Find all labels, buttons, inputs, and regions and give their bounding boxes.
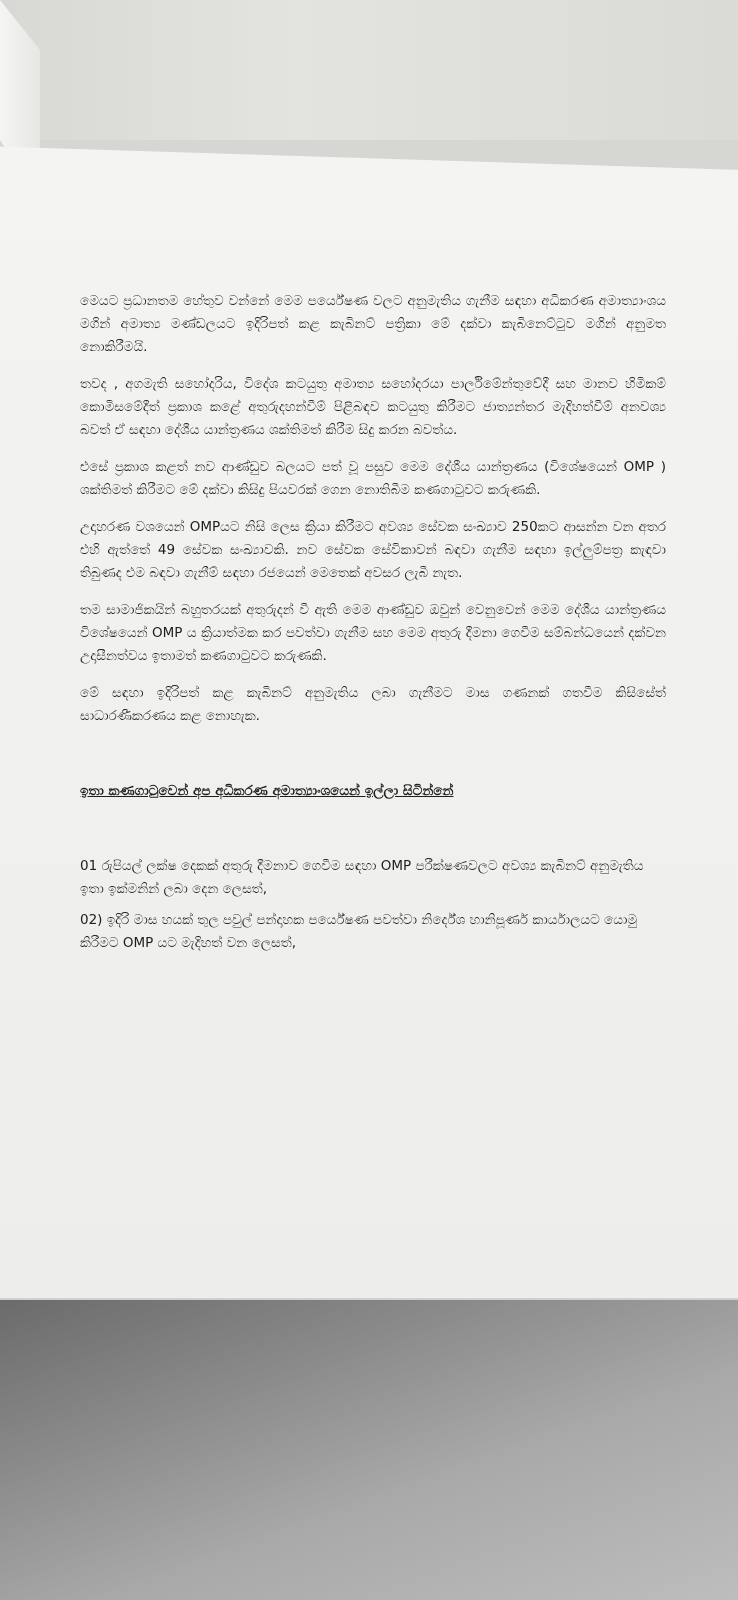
paragraph: තම සාමාජිකයින් බහුතරයක් අතුරුදන් වී ඇති මෙම ආණ්ඩුව ඔවුන් වෙනුවෙන් මෙම දේශීය යාන්ත්‍රණය විශේෂයෙන් OMP ය ක්‍රියාත්මක කර පවත්වා ගැනීම සහ මෙම අතුරු දීමනා ගෙවීම සම්බන්ධයෙන් දක්වන උදාසීනත්වය ඉතාමත් කණගාටුවට කරුණකි. bbox=[80, 602, 666, 664]
list-item: 02) ඉදිරි මාස හයක් තුල පවුල් පන්දාහක පර්යේෂණ පවත්වා නිර්දේශ හානිපූර්ණ කාර්යාලයට යොමු කිරීමට OMP යට මැදිහත් වන ලෙසත්, bbox=[80, 912, 638, 951]
document-body bbox=[80, 290, 666, 963]
paragraph: උදාහරණ වශයෙන් OMPයට නිසි ලෙස ක්‍රියා කිරීමට අවශ්‍ය සේවක සංඛ්‍යාව 250කට ආසන්න වන අතර එහි ඇත්තේ 49 සේවක සංඛ්‍යාවකි. නව සේවක සේවිකාවන් බඳවා ගැනීම සඳහා ඉල්ලුම්පත්‍ර කැඳවා තිබුණද එම බඳවා ගැනීම් සඳහා රජයෙන් මෙතෙක් අවසර ලැබී නැත. bbox=[80, 519, 666, 581]
list-item: 01 රුපියල් ලක්ෂ දෙකක් අතුරු දීමනාව ගෙවීම සඳහා OMP පරීක්ෂණවලට අවශ්‍ය කැබිනට් අනුමැතිය ඉතා ඉක්මනින් ලබා දෙන ලෙසත්, bbox=[80, 858, 644, 897]
paragraph: තවද , අගමැති සහෝදරිය, විදේශ කටයුතු අමාත්‍ය සහෝදරයා පාර්ලිමේන්තුවේදී සහ මානව හිමිකම් කොමිසමේදීත් ප්‍රකාශ කළේ අතුරුදහන්වීම් පිළිබඳව කටයුතු කිරීමට ජාත්‍යන්තර මැදිහත්වීම් අනවශ්‍ය බවත් ඒ සඳහා දේශීය යාන්ත්‍රණය ශක්තිමත් කිරීම සිදු කරන බවත්ය. bbox=[80, 376, 666, 438]
request-list bbox=[80, 855, 666, 955]
table-surface bbox=[0, 1300, 738, 1600]
background-surface bbox=[0, 0, 738, 140]
paragraph: මෙයට ප්‍රධානතම හේතුව වන්නේ මෙම පර්යේෂණ වලට අනුමැතිය ගැනීම සඳහා අධිකරණ අමාත්‍යාංශය මගින් අමාත්‍ය මණ්ඩලයට ඉදිරිපත් කළ කැබිනට් පත්‍රිකා මේ දක්වා කැබිනෙට්ටුව මගින් අනුමත නොකිරීමයි. bbox=[80, 293, 666, 355]
paragraph: මේ සඳහා ඉදිරිපත් කළ කැබිනට් අනුමැතිය ලබා ගැනීමට මාස ගණනක් ගතවීම කිසිසේත් සාධාරණීකරණය කළ නොහැක. bbox=[80, 685, 666, 724]
paragraph: එසේ ප්‍රකාශ කළත් නව ආණ්ඩුව බලයට පත් වූ පසුව මෙම දේශීය යාන්ත්‍රණය (විශේෂයෙන් OMP ) ශක්තිමත් කිරීමට මේ දක්වා කිසිදු පියවරක් ගෙන නොතිබීම කණගාටුවට කරුණකි. bbox=[80, 459, 666, 498]
section-heading: ඉතා කණගාටුවෙන් අප අධිකරණ අමාත්‍යාංශයෙන් ඉල්ලා සිටින්නේ bbox=[80, 783, 454, 799]
